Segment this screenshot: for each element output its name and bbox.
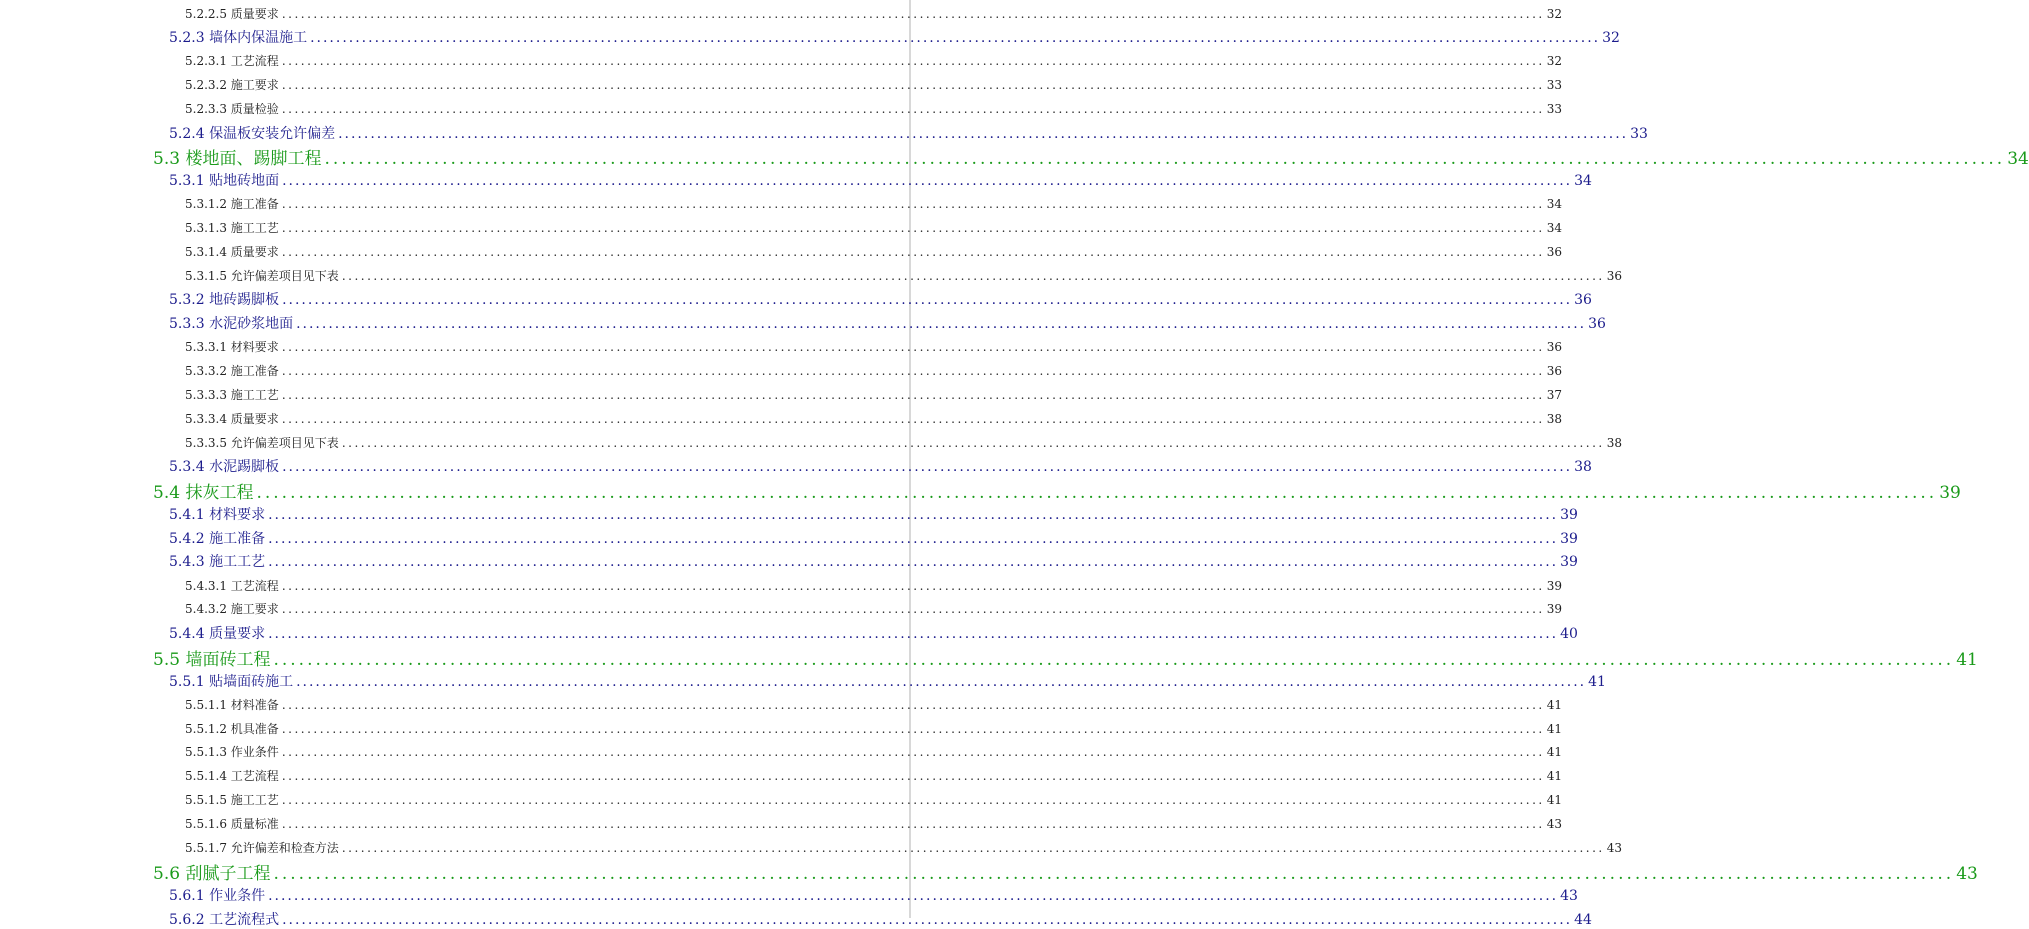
toc-dot-leader: ........................................................................................................................................................................................................ [281,792,1545,807]
toc-entry-title: 5.3.3.3 施工工艺 [185,387,279,402]
toc-section-entry[interactable] [169,289,1592,309]
toc-page-number: 41 [1956,649,1978,670]
toc-page-number: 34 [2007,149,2029,170]
toc-page-number: 39 [1546,578,1562,593]
toc-entry-title: 5.4.1 材料要求 [169,506,266,523]
toc-section-entry[interactable] [169,313,1606,333]
toc-page-number: 33 [1630,125,1648,142]
toc-subsection-entry[interactable] [185,362,1562,379]
toc-entry-title: 5.2.3 墙体内保温施工 [169,30,308,47]
toc-entry-title: 5.3.4 水泥踢脚板 [169,459,280,476]
toc-chapter-entry[interactable] [153,645,1978,670]
toc-section-entry[interactable] [169,623,1578,643]
toc-dot-leader: ........................................................................................................................................................................................................ [281,578,1545,593]
toc-entry-title: 5.2.4 保温板安装允许偏差 [169,125,336,142]
toc-entry-title: 5.5.1.7 允许偏差和检查方法 [185,840,339,855]
toc-entry-title: 5.3.1.5 允许偏差项目见下表 [185,268,339,283]
toc-dot-leader: ........................................................................................................................................................................................................ [282,911,1573,928]
toc-entry-title: 5.3.3.2 施工准备 [185,364,279,378]
toc-page-number: 41 [1546,697,1562,712]
toc-entry-title: 5.5.1.4 工艺流程 [185,769,279,784]
toc-entry-title: 5.4.3 施工工艺 [169,554,266,571]
toc-page-number: 38 [1606,435,1622,450]
toc-page-number: 36 [1588,316,1606,333]
toc-page-number: 39 [1939,483,1961,504]
toc-dot-leader: ........................................................................................................................................................................................................ [281,816,1545,831]
toc-subsection-entry[interactable] [185,243,1562,260]
toc-entry-title: 5.3.2 地砖踢脚板 [169,292,280,309]
toc-dot-leader: ........................................................................................................................................................................................................ [281,54,1545,69]
toc-subsection-entry[interactable] [185,767,1562,784]
toc-dot-leader: ........................................................................................................................................................................................................ [281,602,1545,617]
toc-page-number: 41 [1588,673,1606,690]
toc-entry-title: 5.5.1.3 作业条件 [185,745,279,760]
toc-page-number: 41 [1546,721,1562,736]
toc-subsection-entry[interactable] [185,5,1562,22]
toc-section-entry[interactable] [169,456,1592,476]
toc-subsection-entry[interactable] [185,815,1562,832]
toc-page-number: 37 [1546,387,1562,402]
toc-page-number: 39 [1560,506,1578,523]
toc-entry-title: 5.5.1.2 机具准备 [185,721,279,736]
toc-entry-title: 5.4 抹灰工程 [153,483,254,504]
toc-page-number: 39 [1546,602,1562,617]
toc-page-number: 44 [1574,911,1592,928]
toc-dot-leader: ........................................................................................................................................................................................................ [281,411,1545,426]
toc-dot-leader: ........................................................................................................................................................................................................ [268,554,1559,571]
toc-subsection-entry[interactable] [185,76,1562,93]
toc-dot-leader: ........................................................................................................................................................................................................ [281,364,1545,378]
toc-page-number: 40 [1560,625,1578,642]
toc-dot-leader: ........................................................................................................................................................................................................ [341,268,1605,283]
toc-entry-title: 5.4.3.2 施工要求 [185,602,279,617]
toc-subsection-entry[interactable] [185,338,1562,355]
toc-entry-title: 5.5.1.1 材料准备 [185,697,279,712]
toc-subsection-entry[interactable] [185,696,1562,713]
toc-dot-leader: ........................................................................................................................................................................................................ [281,745,1545,760]
toc-page-number: 43 [1606,840,1622,855]
toc-subsection-entry[interactable] [185,600,1562,617]
toc-subsection-entry[interactable] [185,434,1622,451]
toc-entry-title: 5.3.1.2 施工准备 [185,197,279,212]
toc-dot-leader: ........................................................................................................................................................................................................ [273,649,1955,670]
toc-entry-title: 5.5.1.6 质量标准 [185,816,279,831]
toc-entry-title: 5.2.3.3 质量检验 [185,101,279,116]
toc-entry-title: 5.6.2 工艺流程式 [169,911,280,928]
toc-subsection-entry[interactable] [185,267,1622,284]
toc-chapter-entry[interactable] [153,859,1978,885]
toc-subsection-entry[interactable] [185,195,1562,212]
toc-subsection-entry[interactable] [185,791,1562,808]
toc-page-number: 33 [1546,78,1562,92]
toc-dot-leader: ........................................................................................................................................................................................................ [281,101,1545,116]
toc-dot-leader: ........................................................................................................................................................................................................ [341,840,1605,855]
toc-section-entry[interactable] [169,123,1648,143]
toc-section-entry[interactable] [169,27,1620,47]
toc-page-number: 34 [1546,197,1562,212]
toc-page-number: 43 [1956,864,1978,885]
toc-page-number: 32 [1546,6,1562,21]
toc-page-number: 41 [1546,769,1562,784]
toc-entry-title: 5.2.3.2 施工要求 [185,78,279,92]
toc-page-number: 36 [1546,340,1562,355]
toc-entry-title: 5.5 墙面砖工程 [153,649,271,670]
toc-entry-title: 5.3.3.4 质量要求 [185,411,279,426]
toc-dot-leader: ........................................................................................................................................................................................................ [281,244,1545,259]
toc-dot-leader: ........................................................................................................................................................................................................ [324,149,2006,170]
toc-section-entry[interactable] [169,885,1578,905]
toc-dot-leader: ........................................................................................................................................................................................................ [281,697,1545,712]
toc-dot-leader: ........................................................................................................................................................................................................ [281,387,1545,402]
toc-dot-leader: ........................................................................................................................................................................................................ [268,506,1559,523]
toc-entry-title: 5.3.1.4 质量要求 [185,244,279,259]
toc-entry-title: 5.4.3.1 工艺流程 [185,578,279,593]
toc-section-entry[interactable] [169,671,1606,691]
toc-entry-title: 5.3.3.1 材料要求 [185,340,279,355]
toc-page-number: 38 [1574,459,1592,476]
toc-dot-leader: ........................................................................................................................................................................................................ [273,864,1955,885]
toc-dot-leader: ........................................................................................................................................................................................................ [268,530,1559,547]
toc-subsection-entry[interactable] [185,100,1562,117]
toc-entry-title: 5.3 楼地面、踢脚工程 [153,149,322,170]
toc-dot-leader: ........................................................................................................................................................................................................ [281,769,1545,784]
toc-dot-leader: ........................................................................................................................................................................................................ [296,316,1587,333]
toc-page-number: 34 [1574,173,1592,190]
toc-dot-leader: ........................................................................................................................................................................................................ [268,625,1559,642]
toc-entry-title: 5.2.2.5 质量要求 [185,6,279,21]
toc-dot-leader: ........................................................................................................................................................................................................ [282,173,1573,190]
toc-page-number: 34 [1546,221,1562,235]
toc-dot-leader: ........................................................................................................................................................................................................ [338,125,1629,142]
toc-entry-title: 5.3.3 水泥砂浆地面 [169,316,294,333]
toc-page-number: 32 [1546,54,1562,69]
toc-subsection-entry[interactable] [185,743,1562,760]
toc-page-number: 32 [1602,30,1620,47]
toc-page-number: 39 [1560,530,1578,547]
toc-dot-leader: ........................................................................................................................................................................................................ [256,483,1938,504]
toc-subsection-entry[interactable] [185,52,1562,69]
toc-section-entry[interactable] [169,909,1592,929]
toc-page-number: 41 [1546,792,1562,807]
toc-dot-leader: ........................................................................................................................................................................................................ [310,30,1601,47]
toc-page-number: 39 [1560,554,1578,571]
toc-subsection-entry[interactable] [185,720,1562,737]
toc-page-number: 36 [1546,244,1562,259]
toc-page-number: 36 [1546,364,1562,378]
toc-dot-leader: ........................................................................................................................................................................................................ [341,435,1605,450]
toc-entry-title: 5.6 刮腻子工程 [153,864,271,885]
toc-subsection-entry[interactable] [185,839,1622,856]
toc-section-entry[interactable] [169,170,1592,190]
toc-entry-title: 5.4.2 施工准备 [169,530,266,547]
toc-section-entry[interactable] [169,504,1578,524]
toc-subsection-entry[interactable] [185,410,1562,427]
toc-entry-title: 5.5.1.5 施工工艺 [185,792,279,807]
toc-chapter-entry[interactable] [153,478,1961,504]
toc-dot-leader: ........................................................................................................................................................................................................ [296,673,1587,690]
toc-section-entry[interactable] [169,551,1578,571]
toc-subsection-entry[interactable] [185,219,1562,236]
toc-entry-title: 5.5.1 贴墙面砖施工 [169,673,294,690]
toc-dot-leader: ........................................................................................................................................................................................................ [281,78,1545,92]
toc-page-number: 33 [1546,101,1562,116]
toc-entry-title: 5.3.1 贴地砖地面 [169,173,280,190]
toc-entry-title: 5.3.1.3 施工工艺 [185,221,279,235]
toc-dot-leader: ........................................................................................................................................................................................................ [281,340,1545,355]
toc-dot-leader: ........................................................................................................................................................................................................ [268,888,1559,904]
toc-chapter-entry[interactable] [153,144,2029,170]
toc-page-number: 43 [1560,888,1578,904]
toc-page-number: 36 [1606,268,1622,283]
toc-subsection-entry[interactable] [185,577,1562,594]
toc-entry-title: 5.4.4 质量要求 [169,625,266,642]
toc-dot-leader: ........................................................................................................................................................................................................ [281,221,1545,235]
toc-entry-title: 5.2.3.1 工艺流程 [185,54,279,69]
toc-page-number: 36 [1574,292,1592,309]
toc-dot-leader: ........................................................................................................................................................................................................ [281,197,1545,212]
toc-dot-leader: ........................................................................................................................................................................................................ [281,6,1545,21]
toc-page-number: 43 [1546,816,1562,831]
toc-page-number: 38 [1546,411,1562,426]
toc-section-entry[interactable] [169,528,1578,548]
toc-dot-leader: ........................................................................................................................................................................................................ [282,459,1573,476]
toc-subsection-entry[interactable] [185,386,1562,403]
toc-dot-leader: ........................................................................................................................................................................................................ [282,292,1573,309]
toc-dot-leader: ........................................................................................................................................................................................................ [281,721,1545,736]
toc-page-number: 41 [1546,745,1562,760]
toc-entry-title: 5.3.3.5 允许偏差项目见下表 [185,435,339,450]
toc-entry-title: 5.6.1 作业条件 [169,888,266,904]
